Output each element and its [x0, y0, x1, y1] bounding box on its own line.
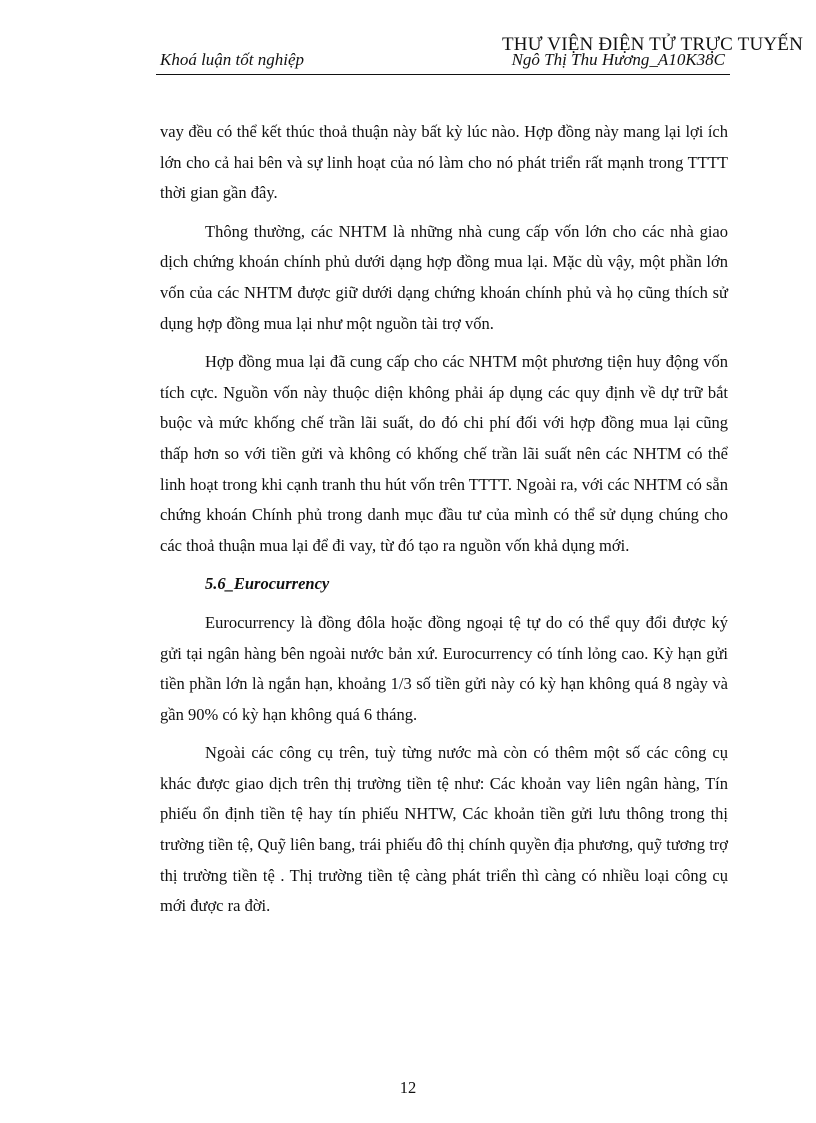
watermark-text: THƯ VIỆN ĐIỆN TỬ TRỰC TUYẾN — [502, 34, 804, 55]
document-body — [160, 117, 728, 922]
paragraph: Eurocurrency là đồng đôla hoặc đồng ngoại tệ tự do có thể quy đổi được ký gửi tại ngân hàng bên ngoài nước bản xứ. Eurocurrency có tính lỏng cao. Kỳ hạn gửi tiền phần lớn là ngắn hạn, khoảng 1/3 số tiền gửi này có kỳ hạn không quá 8 ngày và gần 90% có kỳ hạn không quá 6 tháng. — [160, 612, 728, 724]
page-number: 12 — [399, 1078, 417, 1097]
header-divider — [156, 74, 730, 75]
header-author: Ngô Thị Thu Hương_A10K38C — [511, 50, 725, 69]
page-header — [160, 50, 725, 74]
paragraph: Hợp đồng mua lại đã cung cấp cho các NHTM một phương tiện huy động vốn tích cực. Nguồn vốn này thuộc diện không phải áp dụng các quy định về dự trữ bắt buộc và mức khống chế trần lãi suất, do đó chi phí đối với hợp đồng mua lại cũng thấp hơn so với tiền gửi và không có khống chế trần lãi suất nên các NHTM có thể linh hoạt trong khi cạnh tranh thu hút vốn trên TTTT. Ngoài ra, với các NHTM có sẵn chứng khoán Chính phủ trong danh mục đầu tư của mình có thể sử dụng chúng cho các thoả thuận mua lại để đi vay, từ đó tạo ra nguồn vốn khả dụng mới. — [160, 352, 728, 555]
paragraph: Ngoài các công cụ trên, tuỳ từng nước mà còn có thêm một số các công cụ khác được giao dịch trên thị trường tiền tệ như: Các khoản vay liên ngân hàng, Tín phiếu ổn định tiền tệ hay tín phiếu NHTW, Các khoản tiền gửi lưu thông trong thị trường tiền tệ, Quỹ liên bang, trái phiếu đô thị chính quyền địa phương, quỹ tương trợ thị trường tiền tệ . Thị trường tiền tệ càng phát triển thì càng có nhiều loại công cụ mới được ra đời. — [160, 743, 728, 916]
header-thesis-title: Khoá luận tốt nghiệp — [160, 50, 305, 69]
section-heading: 5.6_Eurocurrency — [205, 574, 330, 594]
paragraph: Thông thường, các NHTM là những nhà cung cấp vốn lớn cho các nhà giao dịch chứng khoán chính phủ dưới dạng hợp đồng mua lại. Mặc dù vậy, một phần lớn vốn của các NHTM được giữ dưới dạng chứng khoán chính phủ và họ cũng thích sử dụng hợp đồng mua lại như một nguồn tài trợ vốn. — [160, 221, 728, 333]
paragraph: vay đều có thể kết thúc thoả thuận này bất kỳ lúc nào. Hợp đồng này mang lại lợi ích lớn cho cả hai bên và sự linh hoạt của nó làm cho nó phát triển rất mạnh trong TTTT thời gian gần đây. — [160, 122, 728, 203]
